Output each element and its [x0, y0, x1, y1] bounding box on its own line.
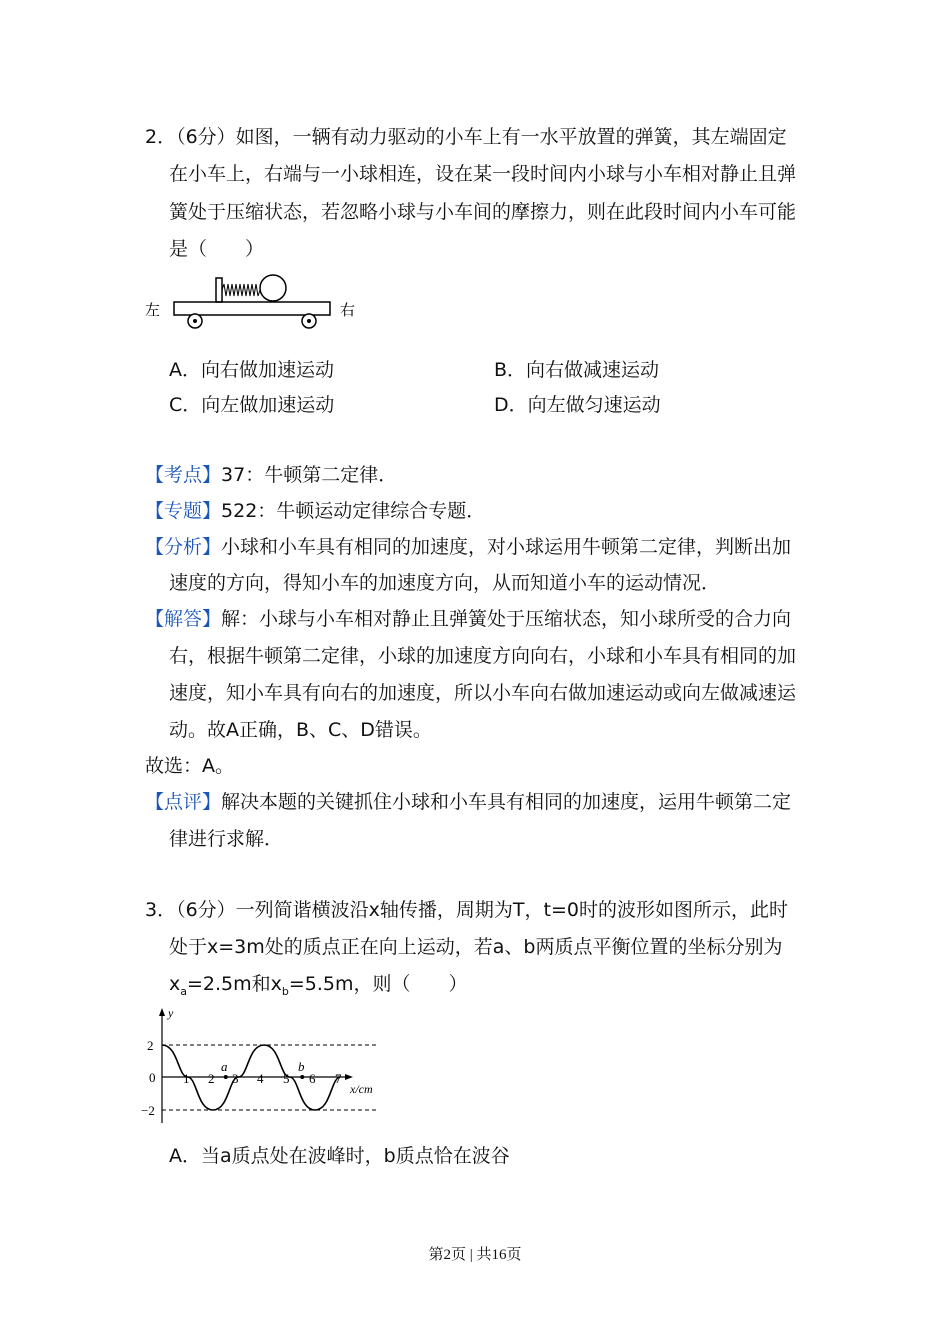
- kaodian: [145, 463, 397, 487]
- q3-stem-line-1: 3．（6分）一列简谐横波沿x轴传播，周期为T，t=0时的波形如图所示，此时: [145, 899, 788, 921]
- fenxi-line-2: 速度的方向，得知小车的加速度方向，从而知道小车的运动情况．: [169, 572, 721, 594]
- point-b-label: b: [298, 1059, 305, 1074]
- y-tick-2: 2: [147, 1038, 154, 1053]
- dianping-line-2: 律进行求解．: [169, 828, 284, 850]
- kaodian-text: 37：牛顿第二定律．: [221, 464, 398, 486]
- x-axis-arrow: [345, 1074, 353, 1080]
- q3-stem-line-2: 处于x=3m处的质点正在向上运动，若a、b两质点平衡位置的坐标分别为: [169, 936, 783, 958]
- x-tick-2: 2: [208, 1071, 215, 1086]
- q2-stem-line-1: 2．（6分）如图，一辆有动力驱动的小车上有一水平放置的弹簧，其左端固定: [145, 126, 787, 148]
- q2-option-a[interactable]: A．向右做加速运动: [169, 359, 334, 381]
- cart-figure: [140, 270, 370, 335]
- q2-option-b[interactable]: B．向右做减速运动: [494, 359, 660, 381]
- zhuanti-text: 522：牛顿运动定律综合专题．: [221, 500, 486, 522]
- jieda-tag: 【解答】: [145, 608, 222, 630]
- wall-block: [216, 278, 222, 302]
- wave-figure: [138, 1005, 388, 1130]
- q2-stem-line-4: 是（ ）: [169, 238, 265, 260]
- xb-value: =5.5m，则（ ）: [288, 973, 468, 995]
- ball: [260, 275, 286, 301]
- q3-option-a[interactable]: A．当a质点处在波峰时，b质点恰在波谷: [169, 1145, 510, 1167]
- dianping-line-1: [145, 790, 791, 814]
- xa-value: =2.5m和x: [187, 973, 282, 995]
- y-axis-arrow: [159, 1008, 165, 1016]
- zhuanti: [145, 499, 485, 523]
- kaodian-tag: 【考点】: [145, 464, 222, 486]
- guxuan: 故选：A。: [145, 755, 234, 777]
- dianping-tag: 【点评】: [145, 791, 222, 813]
- zhuanti-tag: 【专题】: [145, 500, 222, 522]
- fenxi-tag: 【分析】: [145, 536, 222, 558]
- q2-option-c[interactable]: C．向左做加速运动: [169, 394, 335, 416]
- q2-stem-line-3: 簧处于压缩状态，若忽略小球与小车间的摩擦力，则在此段时间内小车可能: [169, 201, 797, 223]
- x-axis-label: x/cm: [350, 1082, 373, 1096]
- cart-left-label: 左: [145, 303, 161, 319]
- jieda-line-4: 动。故A正确，B、C、D错误。: [169, 719, 432, 741]
- cart-right-label: 右: [340, 303, 356, 319]
- y-tick-0: 0: [149, 1070, 156, 1085]
- page-footer: 第2页 | 共16页: [428, 1247, 522, 1263]
- x-tick-1: 1: [183, 1071, 190, 1086]
- q3-stem-line-3: [169, 972, 468, 1004]
- xa-symbol: x: [169, 973, 181, 995]
- dianping-text: 解决本题的关键抓住小球和小车具有相同的加速度，运用牛顿第二定: [221, 791, 792, 813]
- jieda-line-1: [145, 607, 791, 631]
- x-tick-6: 6: [309, 1071, 316, 1086]
- point-a: [224, 1075, 228, 1079]
- q2-option-d[interactable]: D．向左做匀速运动: [494, 394, 661, 416]
- x-tick-4: 4: [257, 1071, 264, 1086]
- q2-stem-line-2: 在小车上，右端与一小球相连，设在某一段时间内小球与小车相对静止且弹: [169, 163, 797, 185]
- fenxi-line-1: [145, 535, 791, 559]
- x-tick-3: 3: [232, 1071, 239, 1086]
- xa-subscript: a: [180, 984, 187, 998]
- spring: [222, 284, 260, 296]
- y-axis-label: y: [168, 1006, 174, 1020]
- point-a-label: a: [221, 1059, 228, 1074]
- fenxi-text: 小球和小车具有相同的加速度，对小球运用牛顿第二定律，判断出加: [221, 536, 792, 558]
- x-tick-7: 7: [335, 1071, 342, 1086]
- x-ticks: [183, 1071, 342, 1086]
- y-tick-neg2: −2: [141, 1103, 155, 1118]
- point-b: [300, 1075, 304, 1079]
- cart-body: [174, 302, 330, 315]
- jieda-line-2: 右，根据牛顿第二定律，小球的加速度方向向右，小球和小车具有相同的加: [169, 645, 797, 667]
- jieda-line-3: 速度，知小车具有向右的加速度，所以小车向右做加速运动或向左做减速运: [169, 682, 797, 704]
- jieda-text: 解：小球与小车相对静止且弹簧处于压缩状态，知小球所受的合力向: [221, 608, 792, 630]
- x-tick-5: 5: [283, 1071, 290, 1086]
- xb-subscript: b: [281, 984, 289, 998]
